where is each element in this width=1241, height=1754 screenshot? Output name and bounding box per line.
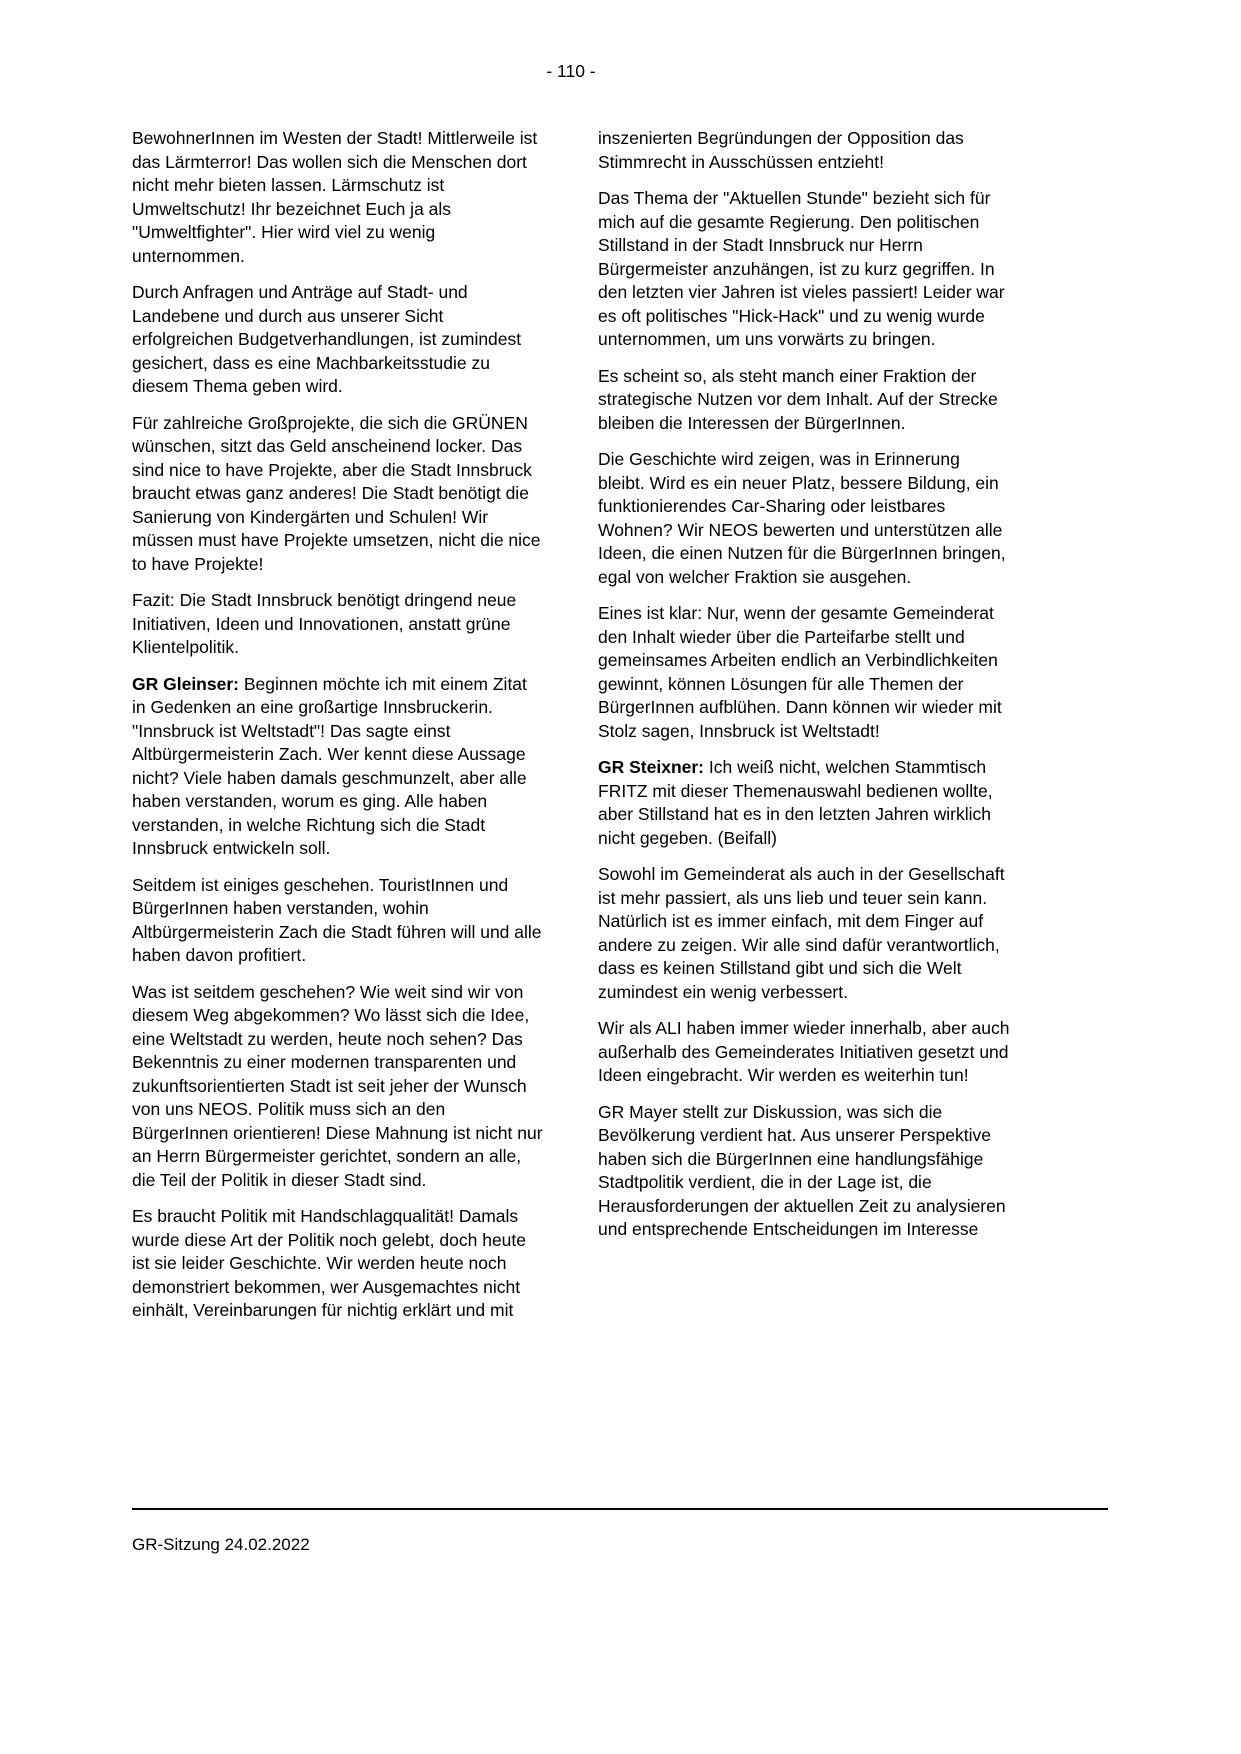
paragraph: Seitdem ist einiges geschehen. TouristInnen und BürgerInnen haben verstanden, wohin Altbürgermeisterin Zach die Stadt führen will und alle haben davon profitiert. (132, 874, 542, 965)
paragraph: Sowohl im Gemeinderat als auch in der Gesellschaft ist mehr passiert, als uns lieb und teuer sein kann. Natürlich ist es immer einfach, mit dem Finger auf andere zu zeigen. Wir alle sind dafür verantwortlich, dass es keinen Stillstand gibt und sich die Welt zumindest ein wenig verbessert. (598, 864, 1005, 1002)
paragraph: Es scheint so, als steht manch einer Fraktion der strategische Nutzen vor dem Inhalt. Auf der Strecke bleiben die Interessen der BürgerInnen. (598, 365, 998, 433)
paragraph: Wir als ALI haben immer wieder innerhalb, aber auch außerhalb des Gemeinderates Initiativen gesetzt und Ideen eingebracht. Wir werden es weiterhin tun! (598, 1018, 1010, 1085)
speaker-name: GR Gleinser: (132, 673, 244, 694)
paragraph: Eines ist klar: Nur, wenn der gesamte Gemeinderat den Inhalt wieder über die Parteifarbe stellt und gemeinsames Arbeiten endlich an Verbindlichkeiten gewinnt, können Lösungen für alle Themen der BürgerInnen aufblühen. Dann können wir wieder mit Stolz sagen, Innsbruck ist Weltstadt! (598, 603, 1002, 741)
paragraph: Was ist seitdem geschehen? Wie weit sind wir von diesem Weg abgekommen? Wo lässt sich die Idee, eine Weltstadt zu werden, heute noch sehen? Das Bekenntnis zu einer modernen transparenten und zukunftsorientierten Stadt ist seit jeher der Wunsch von uns NEOS. Politik muss sich an den BürgerInnen orientieren! Diese Mahnung ist nicht nur an Herrn Bürgermeister gerichtet, sondern an alle, die Teil der Politik in dieser Stadt sind. (132, 981, 543, 1190)
left-column (132, 127, 544, 1336)
paragraph: Es braucht Politik mit Handschlagqualität! Damals wurde diese Art der Politik noch gelebt, doch heute ist sie leider Geschichte. Wir werden heute noch demonstriert bekommen, wer Ausgemachtes nicht einhält, Vereinbarungen für nichtig erklärt und mit (132, 1206, 526, 1320)
paragraph: BewohnerInnen im Westen der Stadt! Mittlerweile ist das Lärmterror! Das wollen sich die Menschen dort nicht mehr bieten lassen. Lärmschutz ist Umweltschutz! Ihr bezeichnet Euch ja als "Umweltfighter". Hier wird viel zu wenig unternommen. (132, 128, 538, 266)
paragraph: Das Thema der "Aktuellen Stunde" bezieht sich für mich auf die gesamte Regierung. Den politischen Stillstand in der Stadt Innsbruck nur Herrn Bürgermeister anzuhängen, ist zu kurz gegriffen. In den letzten vier Jahren ist vieles passiert! Leider war es oft politisches "Hick-Hack" und zu wenig wurde unternommen, um uns vorwärts zu bringen. (598, 188, 1005, 349)
paragraph: Die Geschichte wird zeigen, was in Erinnerung bleibt. Wird es ein neuer Platz, bessere Bildung, ein funktionierendes Car-Sharing oder leistbares Wohnen? Wir NEOS bewerten und unterstützen alle Ideen, die einen Nutzen für die BürgerInnen bringen, egal von welcher Fraktion sie ausgehen. (598, 449, 1006, 587)
speaker-name: GR Steixner: (598, 757, 709, 777)
paragraph: Für zahlreiche Großprojekte, die sich die GRÜNEN wünschen, sitzt das Geld anscheinend locker. Das sind nice to have Projekte, aber die Stadt Innsbruck braucht etwas ganz anderes! Die Stadt benötigt die Sanierung von Kindergärten und Schulen! Wir müssen must have Projekte umsetzen, nicht die nice to have Projekte! (132, 412, 541, 574)
page-content (132, 127, 1010, 1336)
paragraph: GR Steixner: Ich weiß nicht, welchen Stammtisch FRITZ mit dieser Themenauswahl bedienen wollte, aber Stillstand hat es in den letzten Jahren wirklich nicht gegeben. (Beifall) (598, 757, 993, 848)
paragraph: Durch Anfragen und Anträge auf Stadt- und Landebene und durch aus unserer Sicht erfolgreichen Budgetverhandlungen, ist zumindest gesichert, dass es eine Machbarkeitsstudie zu diesem Thema geben wird. (132, 282, 522, 396)
paragraph: Fazit: Die Stadt Innsbruck benötigt dringend neue Initiativen, Ideen und Innovationen, anstatt grüne Klientelpolitik. (132, 590, 517, 657)
paragraph: inszenierten Begründungen der Opposition das Stimmrecht in Ausschüssen entzieht! (598, 128, 964, 172)
paragraph: GR Mayer stellt zur Diskussion, was sich die Bevölkerung verdient hat. Aus unserer Perspektive haben sich die BürgerInnen eine handlungsfähige Stadtpolitik verdient, die in der Lage ist, die Herausforderungen der aktuellen Zeit zu analysieren und entsprechende Entscheidungen im Interesse (598, 1101, 1006, 1239)
page-number: - 110 - (546, 61, 596, 81)
footer-divider (132, 1508, 1108, 1510)
paragraph: GR Gleinser: Beginnen möchte ich mit einem Zitat in Gedenken an eine großartige Innsbruckerin. "Innsbruck ist Weltstadt"! Das sagte einst Altbürgermeisterin Zach. Wer kennt diese Aussage nicht? Viele haben damals geschmunzelt, aber alle haben verstanden, worum es ging. Alle haben verstanden, in welche Richtung sich die Stadt Innsbruck entwickeln soll. (132, 673, 527, 858)
footer-text: GR-Sitzung 24.02.2022 (132, 1535, 310, 1554)
right-column (598, 127, 1010, 1336)
